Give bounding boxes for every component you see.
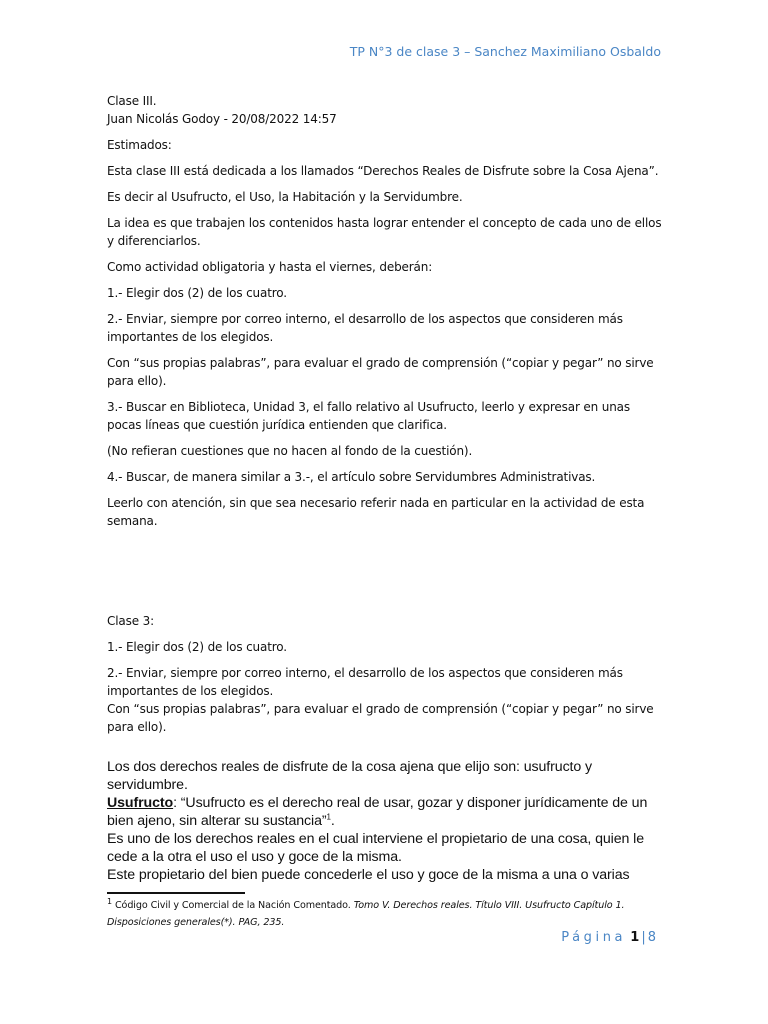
author-date-line: Juan Nicolás Godoy - 20/08/2022 14:57 <box>107 112 337 126</box>
paragraph: Con “sus propias palabras”, para evaluar el grado de comprensión (“copiar y pegar” no sirve para ello). <box>107 702 654 734</box>
list-item: 4.- Buscar, de manera similar a 3.-, el artículo sobre Servidumbres Administrativas. <box>107 470 596 484</box>
list-item: 1.- Elegir dos (2) de los cuatro. <box>107 286 287 300</box>
class-title: Clase III. <box>107 94 157 108</box>
class-announcement <box>107 92 663 530</box>
footnote-source: Código Civil y Comercial de la Nación Comentado. <box>112 900 354 911</box>
page-separator: | <box>641 930 646 945</box>
class-3-section <box>107 612 663 744</box>
paragraph: La idea es que trabajen los contenidos hasta lograr entender el concepto de cada uno de ellos y diferenciarlos. <box>107 216 662 248</box>
page-number <box>561 930 656 945</box>
document-body <box>107 92 663 883</box>
paragraph: Esta clase III está dedicada a los llamados “Derechos Reales de Disfrute sobre la Cosa Ajena”. <box>107 164 659 178</box>
paragraph: (No refieran cuestiones que no hacen al fondo de la cuestión). <box>107 444 473 458</box>
paragraph: Estimados: <box>107 138 172 152</box>
definition-text: : “Usufructo es el derecho real de usar, gozar y disponer jurídicamente de un bien ajeno, sin alterar su sustancia” <box>107 795 648 829</box>
paragraph: Es uno de los derechos reales en el cual interviene el propietario de una cosa, quien le cede a la otra el uso el uso y goce de la misma. <box>107 831 644 865</box>
answer-section <box>107 758 663 884</box>
paragraph: Como actividad obligatoria y hasta el viernes, deberán: <box>107 260 433 274</box>
paragraph: Los dos derechos reales de disfrute de la cosa ajena que elijo son: usufructo y servidumbre. <box>107 759 593 793</box>
list-item: 3.- Buscar en Biblioteca, Unidad 3, el fallo relativo al Usufructo, leerlo y expresar en unas pocas líneas que cuestión jurídica entienden que clarifica. <box>107 400 630 432</box>
page-label: Página <box>561 930 627 945</box>
definition-end: . <box>330 813 335 829</box>
definition-paragraph <box>107 794 663 830</box>
total-pages: 8 <box>647 930 656 945</box>
footnote-marker: 1 <box>107 896 112 906</box>
current-page: 1 <box>630 930 640 945</box>
paragraph: Leerlo con atención, sin que sea necesario referir nada en particular en la actividad de esta semana. <box>107 496 645 528</box>
footnote-separator <box>107 892 245 894</box>
section-title: Clase 3: <box>107 614 154 628</box>
paragraph: Con “sus propias palabras”, para evaluar el grado de comprensión (“copiar y pegar” no sirve para ello). <box>107 356 654 388</box>
footnote-citation: Tomo V. Derechos reales. Título VIII. Usufructo Capítulo 1. Disposiciones generales(*). PAG, 235. <box>107 900 625 928</box>
footnote <box>107 897 667 931</box>
list-item: 2.- Enviar, siempre por correo interno, el desarrollo de los aspectos que consideren más importantes de los elegidos. <box>107 312 623 344</box>
paragraph: Es decir al Usufructo, el Uso, la Habitación y la Servidumbre. <box>107 190 463 204</box>
term-usufructo: Usufructo <box>107 795 174 811</box>
footnote-reference[interactable]: 1 <box>326 812 331 822</box>
page-header-title: TP N°3 de clase 3 – Sanchez Maximiliano Osbaldo <box>349 44 661 59</box>
paragraph: Este propietario del bien puede concederle el uso y goce de la misma a una o varias <box>107 867 630 883</box>
list-item: 2.- Enviar, siempre por correo interno, el desarrollo de los aspectos que consideren más importantes de los elegidos. <box>107 666 623 698</box>
list-item: 1.- Elegir dos (2) de los cuatro. <box>107 640 287 654</box>
